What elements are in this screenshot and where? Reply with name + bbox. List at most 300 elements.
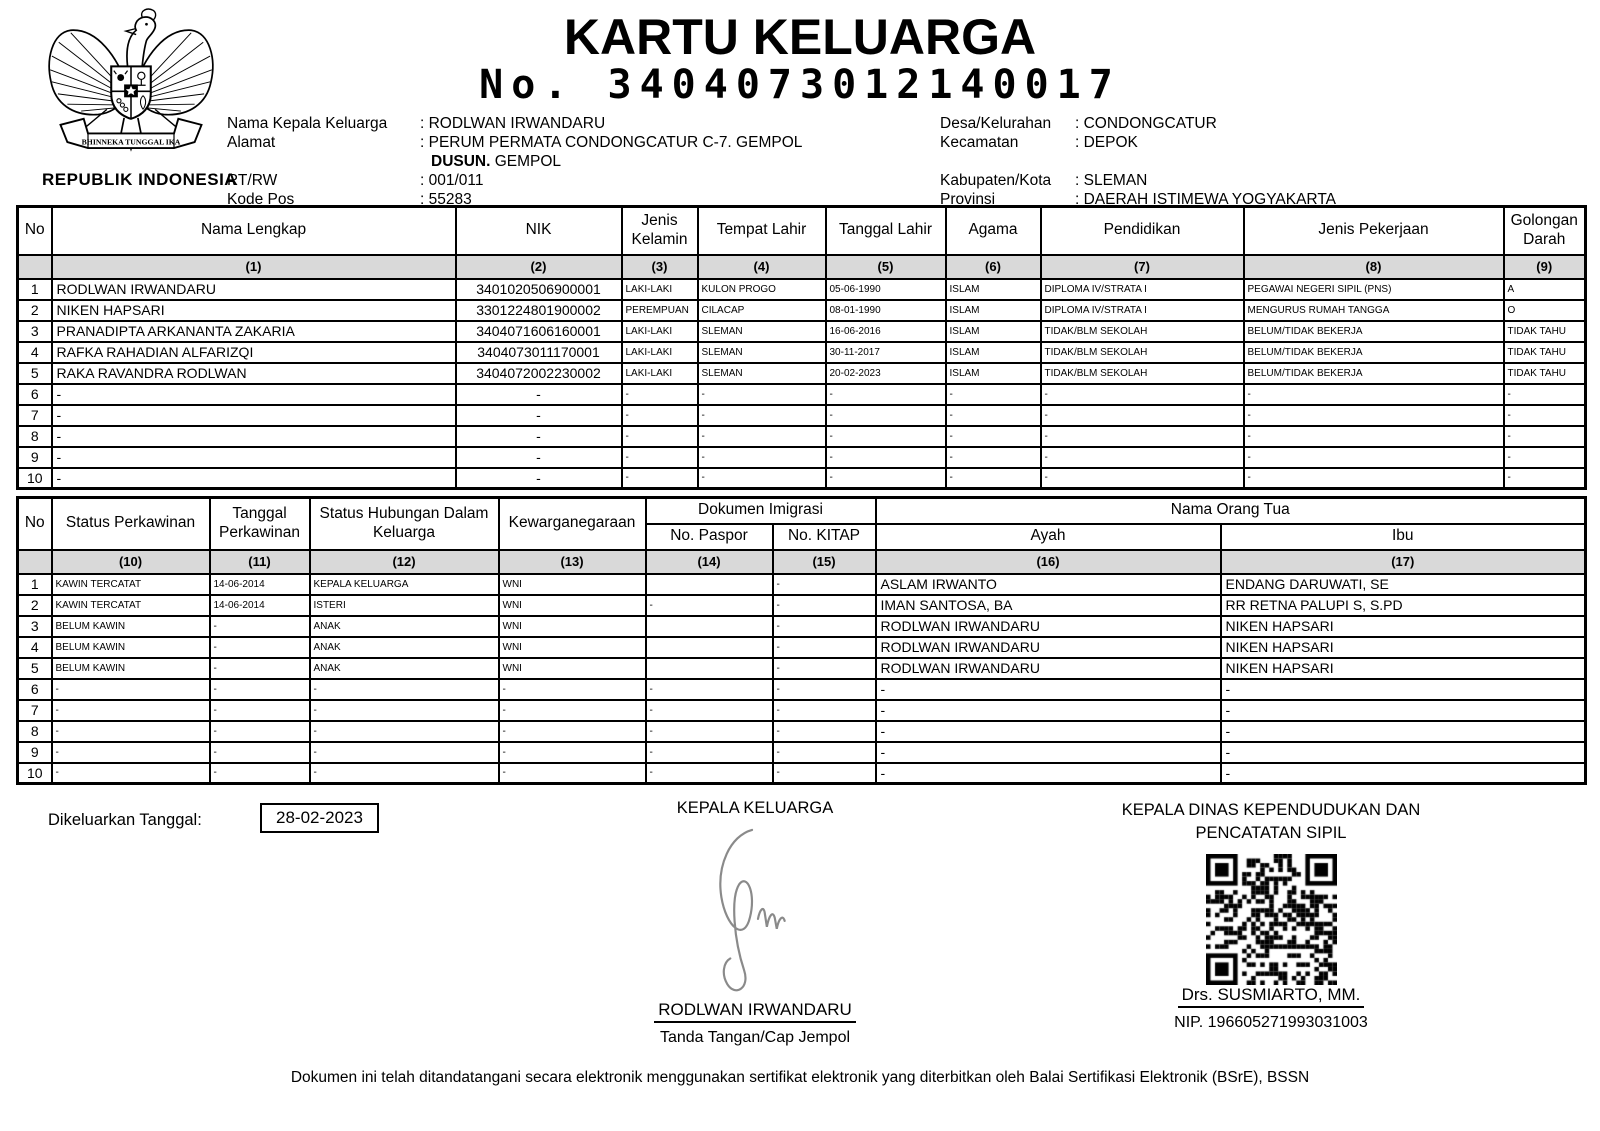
- table-cell: -: [1221, 763, 1586, 784]
- table-cell: WNI: [499, 595, 646, 616]
- table-cell: 10: [18, 763, 52, 784]
- table-cell: RAFKA RAHADIAN ALFARIZQI: [52, 342, 456, 363]
- table-cell: [646, 637, 773, 658]
- table-cell: -: [1244, 384, 1504, 405]
- table-cell: -: [826, 384, 946, 405]
- table-cell: -: [1221, 742, 1586, 763]
- signature-image: [700, 822, 810, 1000]
- table-row: [18, 342, 1586, 363]
- table-row: [18, 637, 1586, 658]
- column-number-cell: (12): [310, 550, 499, 574]
- table-row: [18, 700, 1586, 721]
- col-header-tanggal-lahir: Tanggal Lahir: [826, 207, 946, 255]
- info-field-row: [227, 152, 802, 171]
- field-value: : SLEMAN: [1075, 172, 1148, 189]
- table-cell: -: [773, 616, 876, 637]
- head-of-family-signature-block: [555, 799, 955, 1047]
- table-cell: LAKI-LAKI: [622, 363, 698, 384]
- issued-date-label: Dikeluarkan Tanggal:: [48, 811, 202, 829]
- svg-text:BHINNEKA TUNGGAL IKA: BHINNEKA TUNGGAL IKA: [81, 137, 181, 147]
- table-cell: -: [52, 721, 210, 742]
- table-cell: BELUM/TIDAK BEKERJA: [1244, 342, 1504, 363]
- column-number-cell: (1): [52, 255, 456, 279]
- table-cell: SLEMAN: [698, 363, 826, 384]
- official-nip: NIP. 196605271993031003: [1174, 1014, 1368, 1031]
- table-cell: -: [622, 468, 698, 489]
- official-title-line2: PENCATATAN SIPIL: [1195, 824, 1347, 842]
- table-cell: -: [210, 763, 310, 784]
- table-cell: 5: [18, 658, 52, 679]
- table-cell: -: [52, 763, 210, 784]
- table-cell: -: [622, 447, 698, 468]
- column-number-cell: (7): [1041, 255, 1244, 279]
- column-number-cell: (14): [646, 550, 773, 574]
- column-number-cell: (17): [1221, 550, 1586, 574]
- table-cell: ISLAM: [946, 321, 1041, 342]
- field-value: : 55283: [420, 191, 472, 208]
- table-cell: -: [773, 721, 876, 742]
- table-cell: -: [499, 763, 646, 784]
- field-value: : CONDONGCATUR: [1075, 115, 1217, 132]
- table-cell: 3404073011170001: [456, 342, 622, 363]
- table-cell: NIKEN HAPSARI: [1221, 637, 1586, 658]
- table-cell: 7: [18, 405, 52, 426]
- col-header-tanggal-perkawinan: Tanggal Perkawinan: [210, 498, 310, 550]
- table-cell: 9: [18, 742, 52, 763]
- table-cell: BELUM/TIDAK BEKERJA: [1244, 363, 1504, 384]
- table-cell: KULON PROGO: [698, 279, 826, 300]
- field-label: Provinsi: [940, 191, 996, 208]
- column-number-cell: (15): [773, 550, 876, 574]
- head-of-family-name: RODLWAN IRWANDARU: [654, 1000, 856, 1023]
- table-cell: -: [210, 742, 310, 763]
- table-cell: -: [773, 742, 876, 763]
- table-cell: NIKEN HAPSARI: [52, 300, 456, 321]
- info-field-row: [940, 114, 1336, 133]
- table-cell: BELUM KAWIN: [52, 616, 210, 637]
- table-cell: -: [946, 426, 1041, 447]
- table-cell: TIDAK TAHU: [1504, 321, 1586, 342]
- table-cell: -: [456, 384, 622, 405]
- table-cell: ANAK: [310, 616, 499, 637]
- table-cell: -: [310, 742, 499, 763]
- table-cell: TIDAK TAHU: [1504, 342, 1586, 363]
- field-value: : RODLWAN IRWANDARU: [420, 115, 606, 132]
- table-cell: BELUM KAWIN: [52, 658, 210, 679]
- table-cell: TIDAK/BLM SEKOLAH: [1041, 321, 1244, 342]
- table-cell: -: [210, 679, 310, 700]
- table-cell: -: [52, 700, 210, 721]
- field-label: Kabupaten/Kota: [940, 172, 1052, 189]
- table-cell: LAKI-LAKI: [622, 342, 698, 363]
- column-number-row: [18, 550, 1586, 574]
- field-label: Nama Kepala Keluarga: [227, 115, 388, 132]
- table-cell: 2: [18, 300, 52, 321]
- table-cell: -: [210, 637, 310, 658]
- issued-date-box: 28-02-2023: [260, 803, 379, 833]
- table-cell: 9: [18, 447, 52, 468]
- table-cell: -: [456, 468, 622, 489]
- table-cell: -: [646, 595, 773, 616]
- table-cell: -: [773, 700, 876, 721]
- table-cell: WNI: [499, 637, 646, 658]
- table-cell: -: [826, 405, 946, 426]
- table-row: [18, 426, 1586, 447]
- field-label: [940, 152, 1075, 171]
- table-row: [18, 763, 1586, 784]
- field-value: : 001/011: [420, 172, 484, 189]
- table-cell: -: [773, 574, 876, 595]
- table-cell: 1: [18, 279, 52, 300]
- table-cell: -: [876, 679, 1221, 700]
- table-cell: -: [773, 679, 876, 700]
- table-cell: -: [1041, 468, 1244, 489]
- col-header-no-kitap: No. KITAP: [773, 524, 876, 550]
- table-cell: RAKA RAVANDRA RODLWAN: [52, 363, 456, 384]
- col-header-agama: Agama: [946, 207, 1041, 255]
- table-cell: 08-01-1990: [826, 300, 946, 321]
- table-cell: 30-11-2017: [826, 342, 946, 363]
- col-header-status-hubungan: Status Hubungan Dalam Keluarga: [310, 498, 499, 550]
- table-cell: -: [826, 447, 946, 468]
- table-cell: 14-06-2014: [210, 574, 310, 595]
- table-cell: -: [499, 679, 646, 700]
- table-cell: -: [210, 721, 310, 742]
- info-field-row: [227, 190, 802, 209]
- info-field-row: [940, 133, 1336, 152]
- table-cell: -: [52, 384, 456, 405]
- table-cell: -: [52, 742, 210, 763]
- table-cell: KAWIN TERCATAT: [52, 574, 210, 595]
- column-number-cell: (10): [52, 550, 210, 574]
- field-label: Desa/Kelurahan: [940, 115, 1052, 132]
- field-value: : DAERAH ISTIMEWA YOGYAKARTA: [1075, 191, 1336, 208]
- table-cell: -: [499, 742, 646, 763]
- table-cell: -: [646, 763, 773, 784]
- column-number-cell: (9): [1504, 255, 1586, 279]
- table-cell: -: [1504, 405, 1586, 426]
- garuda-pancasila-icon: [45, 6, 217, 168]
- table-cell: LAKI-LAKI: [622, 279, 698, 300]
- table-cell: 7: [18, 700, 52, 721]
- document-footer: [0, 785, 1600, 1131]
- table-cell: -: [52, 426, 456, 447]
- table-cell: -: [698, 426, 826, 447]
- table-row: [18, 321, 1586, 342]
- table-cell: -: [1221, 700, 1586, 721]
- col-header-kewarganegaraan: Kewarganegaraan: [499, 498, 646, 550]
- table-cell: PEREMPUAN: [622, 300, 698, 321]
- table-cell: SLEMAN: [698, 342, 826, 363]
- col-header-no-paspor: No. Paspor: [646, 524, 773, 550]
- table-cell: -: [1504, 384, 1586, 405]
- table-cell: -: [773, 658, 876, 679]
- field-label: Kode Pos: [227, 191, 295, 208]
- field-label: [227, 152, 420, 171]
- table-cell: -: [946, 447, 1041, 468]
- table-row: [18, 279, 1586, 300]
- table-row: [18, 658, 1586, 679]
- column-number-cell: (2): [456, 255, 622, 279]
- document-number-label: No.: [479, 62, 576, 108]
- field-value: DUSUN. GEMPOL: [431, 153, 562, 170]
- table-cell: BELUM KAWIN: [52, 637, 210, 658]
- table-cell: -: [646, 742, 773, 763]
- table-cell: -: [698, 384, 826, 405]
- col-header-nama-lengkap: Nama Lengkap: [52, 207, 456, 255]
- table-row: [18, 742, 1586, 763]
- garuda-emblem: [42, 6, 238, 190]
- table-header-row: [18, 207, 1586, 255]
- table-cell: -: [876, 700, 1221, 721]
- table-cell: -: [456, 426, 622, 447]
- group-header-dokumen-imigrasi: Dokumen Imigrasi: [646, 498, 876, 524]
- col-header-jenis-kelamin: Jenis Kelamin: [622, 207, 698, 255]
- table-cell: -: [1504, 447, 1586, 468]
- table-row: [18, 300, 1586, 321]
- official-title-line1: KEPALA DINAS KEPENDUDUKAN DAN: [1121, 801, 1421, 819]
- table-row: [18, 405, 1586, 426]
- col-header-no: No: [18, 207, 52, 255]
- info-field-row: [940, 190, 1336, 209]
- table-cell: RODLWAN IRWANDARU: [52, 279, 456, 300]
- table-cell: 3404071606160001: [456, 321, 622, 342]
- table-cell: 10: [18, 468, 52, 489]
- table-cell: ISLAM: [946, 279, 1041, 300]
- table-cell: -: [946, 468, 1041, 489]
- field-label: Kecamatan: [940, 134, 1019, 151]
- table-cell: -: [1244, 426, 1504, 447]
- column-number-row: [18, 255, 1586, 279]
- emblem-caption: REPUBLIK INDONESIA: [42, 170, 238, 189]
- column-number-cell: (8): [1244, 255, 1504, 279]
- table-cell: LAKI-LAKI: [622, 321, 698, 342]
- table-cell: -: [1504, 426, 1586, 447]
- table-cell: -: [210, 658, 310, 679]
- table-cell: TIDAK/BLM SEKOLAH: [1041, 363, 1244, 384]
- table-cell: -: [1221, 721, 1586, 742]
- col-header-ibu: Ibu: [1221, 524, 1586, 550]
- table-cell: 16-06-2016: [826, 321, 946, 342]
- table-row: [18, 363, 1586, 384]
- table-cell: -: [773, 595, 876, 616]
- info-field-row: [940, 171, 1336, 190]
- table-cell: -: [876, 721, 1221, 742]
- table-cell: -: [210, 616, 310, 637]
- document-header: [0, 0, 1600, 208]
- table-cell: -: [52, 679, 210, 700]
- field-value: : PERUM PERMATA CONDONGCATUR C-7. GEMPOL: [420, 134, 803, 151]
- document-title: KARTU KELUARGA: [563, 9, 1037, 65]
- signature-caption: Tanda Tangan/Cap Jempol: [659, 1029, 851, 1046]
- table-cell: -: [698, 405, 826, 426]
- table-cell: O: [1504, 300, 1586, 321]
- table-cell: -: [210, 700, 310, 721]
- table-row: [18, 468, 1586, 489]
- table-cell: 5: [18, 363, 52, 384]
- table-cell: NIKEN HAPSARI: [1221, 658, 1586, 679]
- table-cell: -: [622, 384, 698, 405]
- table-cell: DIPLOMA IV/STRATA I: [1041, 279, 1244, 300]
- col-header-status-perkawinan: Status Perkawinan: [52, 498, 210, 550]
- table-cell: 8: [18, 721, 52, 742]
- table-cell: -: [646, 721, 773, 742]
- table-cell: -: [499, 721, 646, 742]
- table-cell: 05-06-1990: [826, 279, 946, 300]
- column-number-cell: (5): [826, 255, 946, 279]
- table-cell: ENDANG DARUWATI, SE: [1221, 574, 1586, 595]
- col-header-golongan-darah: Golongan Darah: [1504, 207, 1586, 255]
- table-cell: -: [1041, 447, 1244, 468]
- table-cell: KAWIN TERCATAT: [52, 595, 210, 616]
- col-header-pendidikan: Pendidikan: [1041, 207, 1244, 255]
- info-field-row: [940, 152, 1336, 171]
- table-cell: -: [1221, 679, 1586, 700]
- column-number-cell: [18, 255, 52, 279]
- table-cell: RR RETNA PALUPI S, S.PD: [1221, 595, 1586, 616]
- official-signature-block: [1076, 799, 1466, 1032]
- table-cell: RODLWAN IRWANDARU: [876, 637, 1221, 658]
- table-cell: WNI: [499, 574, 646, 595]
- table-cell: -: [646, 700, 773, 721]
- table-cell: -: [1244, 405, 1504, 426]
- table-cell: 14-06-2014: [210, 595, 310, 616]
- table-cell: -: [876, 742, 1221, 763]
- info-field-row: [227, 133, 802, 152]
- column-number-cell: (3): [622, 255, 698, 279]
- table-cell: CILACAP: [698, 300, 826, 321]
- table-row: [18, 721, 1586, 742]
- table-cell: 4: [18, 342, 52, 363]
- table-cell: -: [773, 637, 876, 658]
- table-cell: IMAN SANTOSA, BA: [876, 595, 1221, 616]
- info-field-row: [227, 114, 802, 133]
- table-cell: NIKEN HAPSARI: [1221, 616, 1586, 637]
- table-cell: -: [52, 405, 456, 426]
- qr-code: [1206, 854, 1337, 985]
- table-row: [18, 384, 1586, 405]
- table-cell: -: [456, 447, 622, 468]
- household-info-right: [940, 114, 1336, 209]
- table-cell: WNI: [499, 616, 646, 637]
- table-header-row: [18, 498, 1586, 524]
- col-header-nik: NIK: [456, 207, 622, 255]
- table-cell: -: [876, 763, 1221, 784]
- table-cell: 8: [18, 426, 52, 447]
- column-number-cell: (4): [698, 255, 826, 279]
- column-number-cell: (16): [876, 550, 1221, 574]
- table-cell: -: [499, 700, 646, 721]
- table-cell: -: [646, 679, 773, 700]
- table-cell: 20-02-2023: [826, 363, 946, 384]
- table-cell: -: [826, 426, 946, 447]
- table-cell: KEPALA KELUARGA: [310, 574, 499, 595]
- col-header-tempat-lahir: Tempat Lahir: [698, 207, 826, 255]
- table-cell: -: [1041, 384, 1244, 405]
- table-cell: ISLAM: [946, 342, 1041, 363]
- table-row: [18, 574, 1586, 595]
- table-cell: TIDAK TAHU: [1504, 363, 1586, 384]
- table-cell: ASLAM IRWANTO: [876, 574, 1221, 595]
- table-cell: -: [1244, 468, 1504, 489]
- head-of-family-title: KEPALA KELUARGA: [676, 799, 834, 817]
- table-cell: -: [310, 700, 499, 721]
- group-header-nama-orang-tua: Nama Orang Tua: [876, 498, 1586, 524]
- table-cell: 4: [18, 637, 52, 658]
- col-header-no: No: [18, 498, 52, 550]
- table-cell: ANAK: [310, 658, 499, 679]
- table-cell: SLEMAN: [698, 321, 826, 342]
- table-cell: -: [52, 447, 456, 468]
- table-cell: [646, 658, 773, 679]
- electronic-signature-disclaimer: Dokumen ini telah ditandatangani secara elektronik menggunakan sertifikat elektronik yang diterbitkan oleh Balai Sertifikasi Elektronik (BSrE), BSSN: [290, 1069, 1310, 1086]
- table-cell: -: [310, 721, 499, 742]
- table-cell: -: [773, 763, 876, 784]
- table-cell: 1: [18, 574, 52, 595]
- column-number-cell: (13): [499, 550, 646, 574]
- table-cell: WNI: [499, 658, 646, 679]
- info-field-row: [227, 171, 802, 190]
- table-cell: -: [456, 405, 622, 426]
- table-cell: [646, 616, 773, 637]
- table-cell: 3401020506900001: [456, 279, 622, 300]
- table-cell: ANAK: [310, 637, 499, 658]
- official-name: Drs. SUSMIARTO, MM.: [1178, 985, 1365, 1008]
- table-cell: -: [310, 679, 499, 700]
- table-cell: 3404072002230002: [456, 363, 622, 384]
- table-row: [18, 679, 1586, 700]
- table-cell: -: [1244, 447, 1504, 468]
- table-cell: -: [310, 763, 499, 784]
- table-cell: 2: [18, 595, 52, 616]
- table-row: [18, 595, 1586, 616]
- col-header-jenis-pekerjaan: Jenis Pekerjaan: [1244, 207, 1504, 255]
- table-cell: [646, 574, 773, 595]
- column-number-cell: [18, 550, 52, 574]
- table-cell: 3: [18, 321, 52, 342]
- table-cell: RODLWAN IRWANDARU: [876, 616, 1221, 637]
- table-cell: 6: [18, 384, 52, 405]
- table-cell: PRANADIPTA ARKANANTA ZAKARIA: [52, 321, 456, 342]
- table-cell: -: [52, 468, 456, 489]
- table-cell: -: [946, 384, 1041, 405]
- table-cell: PEGAWAI NEGERI SIPIL (PNS): [1244, 279, 1504, 300]
- document-number-value: 3404073012140017: [607, 62, 1121, 108]
- table-cell: RODLWAN IRWANDARU: [876, 658, 1221, 679]
- table-cell: ISTERI: [310, 595, 499, 616]
- col-header-ayah: Ayah: [876, 524, 1221, 550]
- table-cell: -: [946, 405, 1041, 426]
- table-cell: 6: [18, 679, 52, 700]
- official-title: [1076, 799, 1466, 845]
- table-cell: -: [622, 426, 698, 447]
- document-number: [300, 62, 1300, 108]
- table-cell: 3: [18, 616, 52, 637]
- table-cell: A: [1504, 279, 1586, 300]
- table-cell: -: [698, 468, 826, 489]
- table-cell: BELUM/TIDAK BEKERJA: [1244, 321, 1504, 342]
- table-cell: ISLAM: [946, 363, 1041, 384]
- family-members-table: [16, 205, 1587, 490]
- table-cell: -: [1041, 426, 1244, 447]
- table-cell: -: [1504, 468, 1586, 489]
- field-value: : DEPOK: [1075, 134, 1138, 151]
- table-cell: MENGURUS RUMAH TANGGA: [1244, 300, 1504, 321]
- table-row: [18, 447, 1586, 468]
- table-cell: -: [1041, 405, 1244, 426]
- table-row: [18, 616, 1586, 637]
- column-number-cell: (6): [946, 255, 1041, 279]
